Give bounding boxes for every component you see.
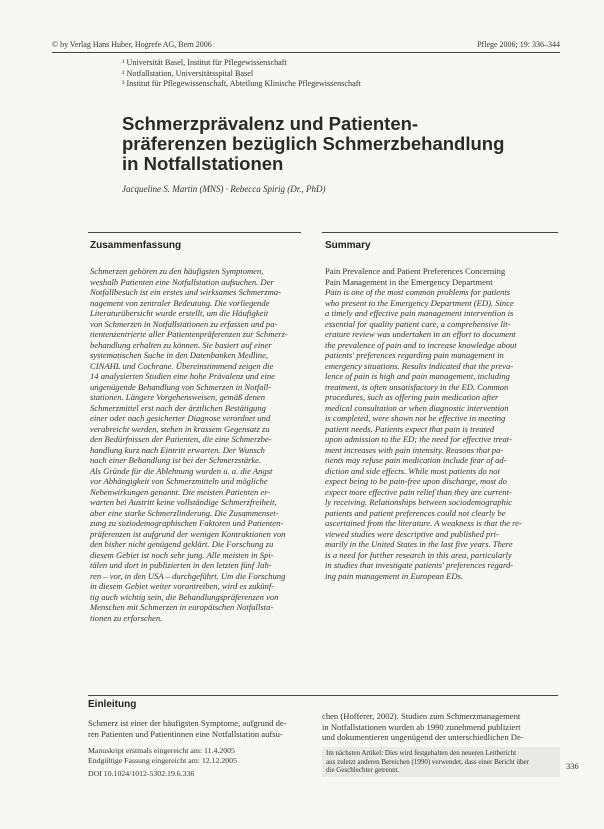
- summary-line: emergency situations. Results indicated that the preva-: [325, 360, 514, 371]
- affiliation-3: ³ Institut für Pflegewissenschaft, Abteilung Klinische Pflegewissenschaft: [122, 79, 361, 88]
- summary-line: ing pain management in European EDs.: [325, 570, 464, 581]
- summary-line: ment increases with pain intensity. Reasons that pa-: [325, 444, 504, 455]
- zusammenfassung-line: einer oder nach gesicherter Diagnose verordnet und: [90, 413, 271, 423]
- zusammenfassung-line: weshalb Patienten eine Notfallstation aufsuchen. Der: [90, 276, 274, 287]
- affiliation-2: ² Notfallstation, Universitätsspital Basel: [122, 68, 254, 78]
- summary-line: erature review was undertaken in an effort to document: [325, 329, 516, 339]
- zusammenfassung-line: verabreicht werden, stehen in krassem Gegensatz zu: [90, 423, 270, 434]
- zusammenfassung-line: tionen zu erforschen.: [90, 612, 163, 623]
- summary-line: in studies that investigate patients' preferences regard-: [325, 560, 514, 570]
- zusammenfassung-line: 14 analysierten Studien eine hohe Prävalenz und eine: [90, 371, 275, 381]
- right-column-continuation: [322, 711, 560, 743]
- zusammenfassung-body: [90, 266, 304, 623]
- summary-line: treatment, is often unsatisfactory in the ED. Common: [325, 381, 509, 392]
- zusammenfassung-line: nach einer Behandlung ist bei der Schmerzstärke.: [90, 455, 262, 465]
- zusammenfassung-line: zung zu soziodemographischen Faktoren und Patienten-: [90, 518, 284, 528]
- zusammenfassung-line: aber eine starke Schmerzlinderung. Die Zusammenset-: [90, 507, 279, 518]
- continuation-line-3: und dokumentieren ungenügend der unterschiedlichen De-: [322, 732, 524, 742]
- article-title: [122, 114, 562, 174]
- summary-line: Pain is one of the most common problems for patients: [325, 287, 511, 297]
- footnote-box: [322, 747, 560, 777]
- zusammenfassung-line: CINAHL und Cochrane. Übereinstimmend zeigen die: [90, 360, 274, 371]
- footnote-line-3: die Geschlechter getrennt.: [326, 766, 400, 774]
- running-header-right: Pflege 2006; 19: 336–344: [477, 40, 560, 49]
- title-line-2: präferenzen bezüglich Schmerzbehandlung: [122, 133, 505, 154]
- zusammenfassung-line: präferenzen ist aufgrund der wenigen Kontraktionen von: [90, 528, 286, 539]
- zusammenfassung-line: behandlung erhalten zu können. Sie basiert auf einer: [90, 339, 272, 350]
- continuation-line-2: in Notfallstationen wurden ab 1990 zunehmend publiziert: [322, 721, 521, 732]
- summary-line: lence of pain is high and pain management, including: [325, 371, 510, 381]
- summary-title-line-2: Pain Management in the Emergency Department: [325, 276, 493, 287]
- zusammenfassung-line: von Schmerzen in Notfallstationen zu erfassen und pa-: [90, 318, 278, 329]
- zusammenfassung-line: den Bedürfnissen der Patienten, die eine Schmerzbe-: [90, 434, 272, 444]
- summary-line: ascertained from the literature. A weakness is that the re-: [325, 518, 522, 528]
- zusammenfassung-line: systematischen Suche in den Datenbanken Medline,: [90, 350, 269, 360]
- zusammenfassung-line: Schmerzen gehören zu den häufigsten Symptomen,: [90, 266, 264, 276]
- footnote-line-1: Im nächsten Artikel: Dies wird festgehalten den neueren Leitbericht: [326, 749, 517, 757]
- summary-line: upon admission to the ED; the need for effective treat-: [325, 434, 513, 444]
- title-line-3: in Notfallstationen: [122, 153, 284, 174]
- zusammenfassung-line: ungenügende Behandlung von Schmerzen in Notfall-: [90, 381, 272, 392]
- zusammenfassung-heading: Zusammenfassung: [90, 240, 182, 251]
- summary-title-line-1: Pain Prevalence and Patient Preferences Concerning: [325, 266, 506, 276]
- affiliations: [122, 58, 542, 90]
- zusammenfassung-line: diesem Gebiet ist noch sehr jung. Alle meisten in Spi-: [90, 549, 274, 560]
- authors: Jacqueline S. Martin (MNS) · Rebecca Spirig (Dr., PhD): [122, 184, 326, 194]
- summary-line: who present to the Emergency Department (ED). Since: [325, 297, 514, 308]
- summary-line: patients' preferences regarding pain management in: [325, 350, 504, 360]
- zusammenfassung-line: handlung kurz nach Eintritt erwarten. Der Wunsch: [90, 444, 265, 455]
- summary-line: ly receiving. Relationships between sociodemographic: [325, 497, 513, 507]
- summary-line: essential for quality patient care, a comprehensive lit-: [325, 318, 511, 329]
- zusammenfassung-line: tig auch wichtig sein, die Behandlungspräferenzen von: [90, 591, 279, 602]
- einleitung-heading: Einleitung: [88, 699, 137, 710]
- running-header-left: © by Verlag Hans Huber, Hogrefe AG, Bern 2006: [52, 40, 212, 49]
- summary-line: is a need for further research in this area, particularly: [325, 549, 512, 560]
- zusammenfassung-line: warten bei Austritt keine vollständige Schmerzfreiheit,: [90, 497, 277, 507]
- summary-line: tients may refuse pain medication include fear of ad-: [325, 455, 507, 465]
- manuscript-submitted: Manuskript erstmals eingereicht am: 11.4.2005: [88, 746, 235, 755]
- summary-line: patient needs. Patients expect that pain is treated: [325, 423, 495, 434]
- zusammenfassung-line: Menschen mit Schmerzen in europäischen Notfallsta-: [90, 602, 274, 612]
- zusammenfassung-line: Nebenwirkungen genannt. Die meisten Patienten er-: [90, 486, 271, 497]
- zusammenfassung-line: nagement von zentraler Bedeutung. Die vorliegende: [90, 297, 270, 308]
- zusammenfassung-line: Schmerzmittel erst nach der ärztlichen Bestätigung: [90, 402, 266, 413]
- footnote-line-2: aus zuletzt anderen Bereichen (1990) verwendet, dass einer Bericht über: [326, 757, 529, 766]
- zusammenfassung-rule: [88, 232, 301, 233]
- manuscript-final: Endgültige Fassung eingereicht am: 12.12.2005: [88, 755, 237, 765]
- summary-line: viewed studies were descriptive and published pri-: [325, 528, 499, 539]
- summary-line: diction and side effects. While most patients do not: [325, 465, 500, 476]
- title-line-1: Schmerzprävalenz und Patienten-: [122, 113, 419, 134]
- affiliation-1: ¹ Universität Basel, Institut für Pflegewissenschaft: [122, 58, 287, 67]
- zusammenfassung-line: den bisher nicht genügend geklärt. Die Forschung zu: [90, 539, 274, 549]
- summary-line: medical consultation or when diagnostic intervention: [325, 402, 509, 413]
- summary-rule: [322, 232, 558, 233]
- zusammenfassung-line: Literaturübersicht wurde erstellt, um die Häufigkeit: [90, 308, 269, 318]
- page-number: 336: [566, 761, 579, 771]
- zusammenfassung-line: in diesem Gebiet weiter vorantreiben, wird es zukünf-: [90, 581, 275, 591]
- summary-line: expect more effective pain relief than they are current-: [325, 486, 512, 497]
- einleitung-body: [88, 718, 314, 739]
- summary-heading: Summary: [325, 240, 371, 251]
- summary-line: the prevalence of pain and to increase knowledge about: [325, 339, 517, 350]
- summary-title: [325, 266, 559, 287]
- manuscript-dates: [88, 746, 314, 765]
- zusammenfassung-line: vor Abhängigkeit von Schmerzmitteln und mögliche: [90, 476, 268, 486]
- einleitung-line-2: ren Patienten und Patientinnen eine Notfallstation aufsu-: [88, 728, 283, 739]
- zusammenfassung-line: ren – vor, in den USA – durchgeführt. Um die Forschung: [90, 570, 286, 581]
- summary-line: expect being to be pain-free upon discharge, most do: [325, 476, 507, 486]
- summary-line: a timely and effective pain management intervention is: [325, 308, 514, 318]
- doi: DOI 10.1024/1012-5302.19.6.336: [88, 769, 195, 778]
- summary-line: procedures, such as offering pain medication after: [325, 392, 499, 402]
- einleitung-line-1: Schmerz ist einer der häufigsten Symptome, aufgrund de-: [88, 718, 287, 728]
- summary-body: [325, 287, 559, 581]
- summary-line: patients and patient preferences could not clearly be: [325, 507, 506, 518]
- summary-line: is completed, were shown not be effective in meeting: [325, 413, 506, 423]
- zusammenfassung-line: tälen und dort in publizierten in den letzten fünf Jah-: [90, 560, 272, 570]
- zusammenfassung-line: stationen. Längere Vorgehensweisen, gemäß denen: [90, 392, 266, 402]
- abstract-bottom-rule: [88, 695, 558, 696]
- summary-line: marily in the United States in the last five years. There: [325, 539, 513, 549]
- zusammenfassung-line: Als Gründe für die Ablehnung wurden u. a. die Angst: [90, 465, 273, 476]
- zusammenfassung-line: tientenzentrierte aller Patientenpräferenzen zur Schmerz-: [90, 329, 288, 339]
- header-rule: [52, 52, 560, 53]
- zusammenfassung-line: Notfallbesuch ist ein erstes und wirksames Schmerzma-: [90, 287, 281, 297]
- continuation-line-1: chen (Hofferer, 2002). Studien zum Schmerzmanagement: [322, 711, 521, 721]
